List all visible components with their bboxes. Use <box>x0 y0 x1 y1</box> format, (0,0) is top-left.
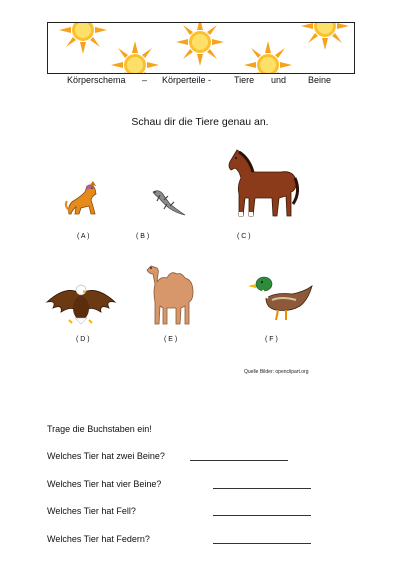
dog-icon <box>63 180 103 220</box>
instruction-text: Schau dir die Tiere genau an. <box>131 116 269 128</box>
question-text: Welches Tier hat Federn? <box>47 534 150 544</box>
answer-line[interactable] <box>213 515 311 516</box>
subtitle <box>0 75 400 89</box>
sun-icon <box>300 22 350 51</box>
subtitle-word: Beine <box>308 75 332 85</box>
answer-line[interactable] <box>213 543 311 544</box>
subtitle-word: und <box>271 75 287 85</box>
sun-icon <box>110 40 160 74</box>
question-text: Welches Tier hat zwei Beine? <box>47 451 165 461</box>
eagle-icon <box>45 280 117 326</box>
animal-label: ( E ) <box>164 336 178 343</box>
animal-label: ( C ) <box>237 233 251 240</box>
lizard-icon <box>150 187 188 219</box>
sun-banner <box>47 22 355 74</box>
question-text: Welches Tier hat vier Beine? <box>47 479 162 489</box>
duck-icon <box>246 272 314 324</box>
animal-label: ( F ) <box>265 336 278 343</box>
answer-line[interactable] <box>190 460 288 461</box>
subtitle-word: Tiere <box>234 75 255 85</box>
question-text: Welches Tier hat Fell? <box>47 506 136 516</box>
animal-label: ( A ) <box>77 233 90 240</box>
answer-line[interactable] <box>213 488 311 489</box>
task-title: Trage die Buchstaben ein! <box>47 424 152 434</box>
animal-label: ( B ) <box>136 233 150 240</box>
subtitle-word: – <box>142 75 148 85</box>
sun-icon <box>58 22 108 55</box>
sun-icon <box>243 40 293 74</box>
subtitle-word: Körperschema <box>67 75 126 85</box>
subtitle-word: Körperteile - <box>162 75 212 85</box>
image-credit: Quelle Bilder: openclipart.org <box>244 369 309 375</box>
animal-label: ( D ) <box>76 336 90 343</box>
horse-icon <box>225 148 300 220</box>
sun-icon <box>175 22 225 67</box>
camel-icon <box>145 262 197 326</box>
